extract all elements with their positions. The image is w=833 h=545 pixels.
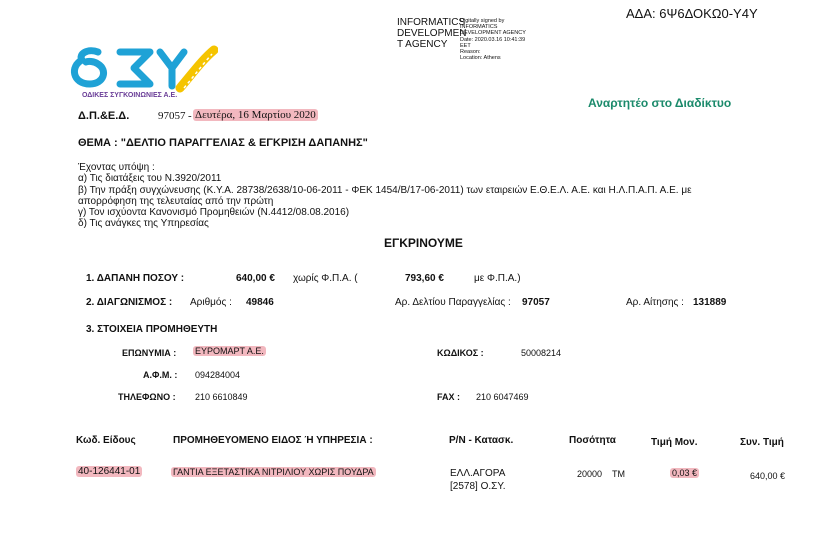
fax-label: FAX :	[437, 392, 461, 402]
osy-logo	[68, 44, 218, 106]
supplier-code: 50008214	[521, 348, 562, 358]
expense-amount: 640,00 €	[236, 273, 275, 284]
considering-line: δ) Τις ανάγκες της Υπηρεσίας	[78, 218, 209, 230]
tender-number: 49846	[246, 297, 274, 308]
supplier-name: ΕΥΡΟΜΑΡΤ Α.Ε.	[195, 346, 264, 356]
signature-line: Digitally signed by	[460, 18, 505, 24]
signature-details	[460, 18, 526, 61]
considering-line: Έχοντας υπόψη :	[78, 162, 155, 173]
without-vat-label: χωρίς Φ.Π.Α. (	[293, 273, 358, 284]
considering-line: β) Την πράξη συγχώνευσης (Κ.Υ.Α. 28738/2638/10-06-2011 - ΦΕΚ 1454/Β/17-06-2011) των εταιρειών Ε.Θ.Ε.Λ. Α.Ε. και Η.Λ.Π.Α.Π. Α.Ε. με	[78, 184, 692, 196]
item-pn-line2: [2578] Ο.ΣΥ.	[450, 481, 506, 492]
col-header-description: ΠΡΟΜΗΘΕΥΟΜΕΝΟ ΕΙΔΟΣ Ή ΥΠΗΡΕΣΙΑ :	[173, 435, 373, 446]
signer-line: INFORMATICS	[397, 17, 466, 28]
tender-label: 2. ΔΙΑΓΩΝΙΣΜΟΣ :	[86, 297, 173, 308]
item-code: 40-126441-01	[78, 466, 141, 477]
request-number-label: Αρ. Αίτησης :	[626, 297, 684, 308]
signer-line: T AGENCY	[397, 39, 448, 50]
phone-label: ΤΗΛΕΦΩΝΟ :	[118, 392, 176, 402]
tender-number-label: Αριθμός :	[190, 297, 232, 308]
phone-value: 210 6610849	[195, 392, 248, 402]
ada-code: ΑΔΑ: 6Ψ6ΔΟΚΩ0-Υ4Υ	[626, 6, 758, 21]
signer-name	[397, 17, 466, 50]
signature-line: Date: 2020.03.16 10:41:39	[460, 36, 526, 43]
considering-line: α) Τις διατάξεις του Ν.3920/2011	[78, 173, 222, 185]
item-unit-price: 0,03 €	[672, 468, 698, 478]
logo-caption: ΟΔΙΚΕΣ ΣΥΓΚΟΙΝΩΝΙΕΣ Α.Ε.	[82, 92, 178, 99]
col-header-unit-price: Τιμή Μον.	[651, 437, 698, 448]
col-header-quantity: Ποσότητα	[569, 435, 616, 446]
order-number-label: Αρ. Δελτίου Παραγγελίας :	[395, 297, 511, 308]
dped-label: Δ.Π.&Ε.Δ.	[78, 110, 130, 122]
signature-line: INFORMATICS	[460, 24, 498, 31]
document-date: Δευτέρα, 16 Μαρτίου 2020	[195, 109, 316, 121]
considering-line: απορρόφηση της τελευταίας από την πρώτη	[78, 195, 274, 207]
supplier-code-label: ΚΩΔΙΚΟΣ :	[437, 348, 484, 358]
col-header-code: Κωδ. Είδους	[76, 435, 136, 446]
posted-online-label: Αναρτητέο στο Διαδίκτυο	[588, 96, 732, 110]
afm-label: Α.Φ.Μ. :	[143, 370, 178, 380]
expense-amount-vat: 793,60 €	[405, 273, 444, 284]
expense-label: 1. ΔΑΠΑΝΗ ΠΟΣΟΥ :	[86, 273, 185, 284]
afm-value: 094284004	[195, 370, 241, 380]
logo-graphic	[68, 44, 218, 94]
item-pn-line1: ΕΛΛ.ΑΓΟΡΑ	[450, 468, 506, 479]
considering-block	[78, 162, 692, 230]
signer-line: DEVELOPMEN	[397, 28, 467, 39]
signature-line: DEVELOPMENT AGENCY	[460, 30, 526, 37]
item-total: 640,00 €	[750, 471, 786, 481]
considering-line: γ) Τον ισχύοντα Κανονισμό Προμηθειών (Ν.4412/08.08.2016)	[78, 207, 350, 219]
approve-heading: ΕΓΚΡΙΝΟΥΜΕ	[384, 236, 463, 250]
signature-line: Location: Athens	[460, 55, 501, 62]
col-header-total: Συν. Τιμή	[740, 437, 784, 448]
item-unit: ΤΜ	[612, 469, 625, 479]
fax-value: 210 6047469	[476, 392, 529, 402]
supplier-heading: 3. ΣΤΟΙΧΕΙΑ ΠΡΟΜΗΘΕΥΤΗ	[86, 324, 218, 335]
dped-dash: -	[188, 110, 192, 122]
order-number: 97057	[522, 297, 550, 308]
supplier-name-label: ΕΠΩΝΥΜΙΑ :	[122, 348, 177, 358]
col-header-pn: P/N - Κατασκ.	[449, 435, 514, 446]
with-vat-label: με Φ.Π.Α.)	[474, 273, 521, 284]
subject-line: ΘΕΜΑ : "ΔΕΛΤΙΟ ΠΑΡΑΓΓΕΛΙΑΣ & ΕΓΚΡΙΣΗ ΔΑΠΑΝΗΣ"	[78, 137, 368, 149]
item-description: ΓΑΝΤΙΑ ΕΞΕΤΑΣΤΙΚΑ ΝΙΤΡΙΛΙΟΥ ΧΩΡΙΣ ΠΟΥΔΡΑ	[173, 467, 374, 477]
signature-line: Reason:	[460, 49, 481, 56]
dped-number: 97057	[158, 110, 186, 122]
request-number: 131889	[693, 297, 727, 308]
item-quantity: 20000	[577, 469, 603, 479]
signature-line: EET	[460, 42, 471, 49]
